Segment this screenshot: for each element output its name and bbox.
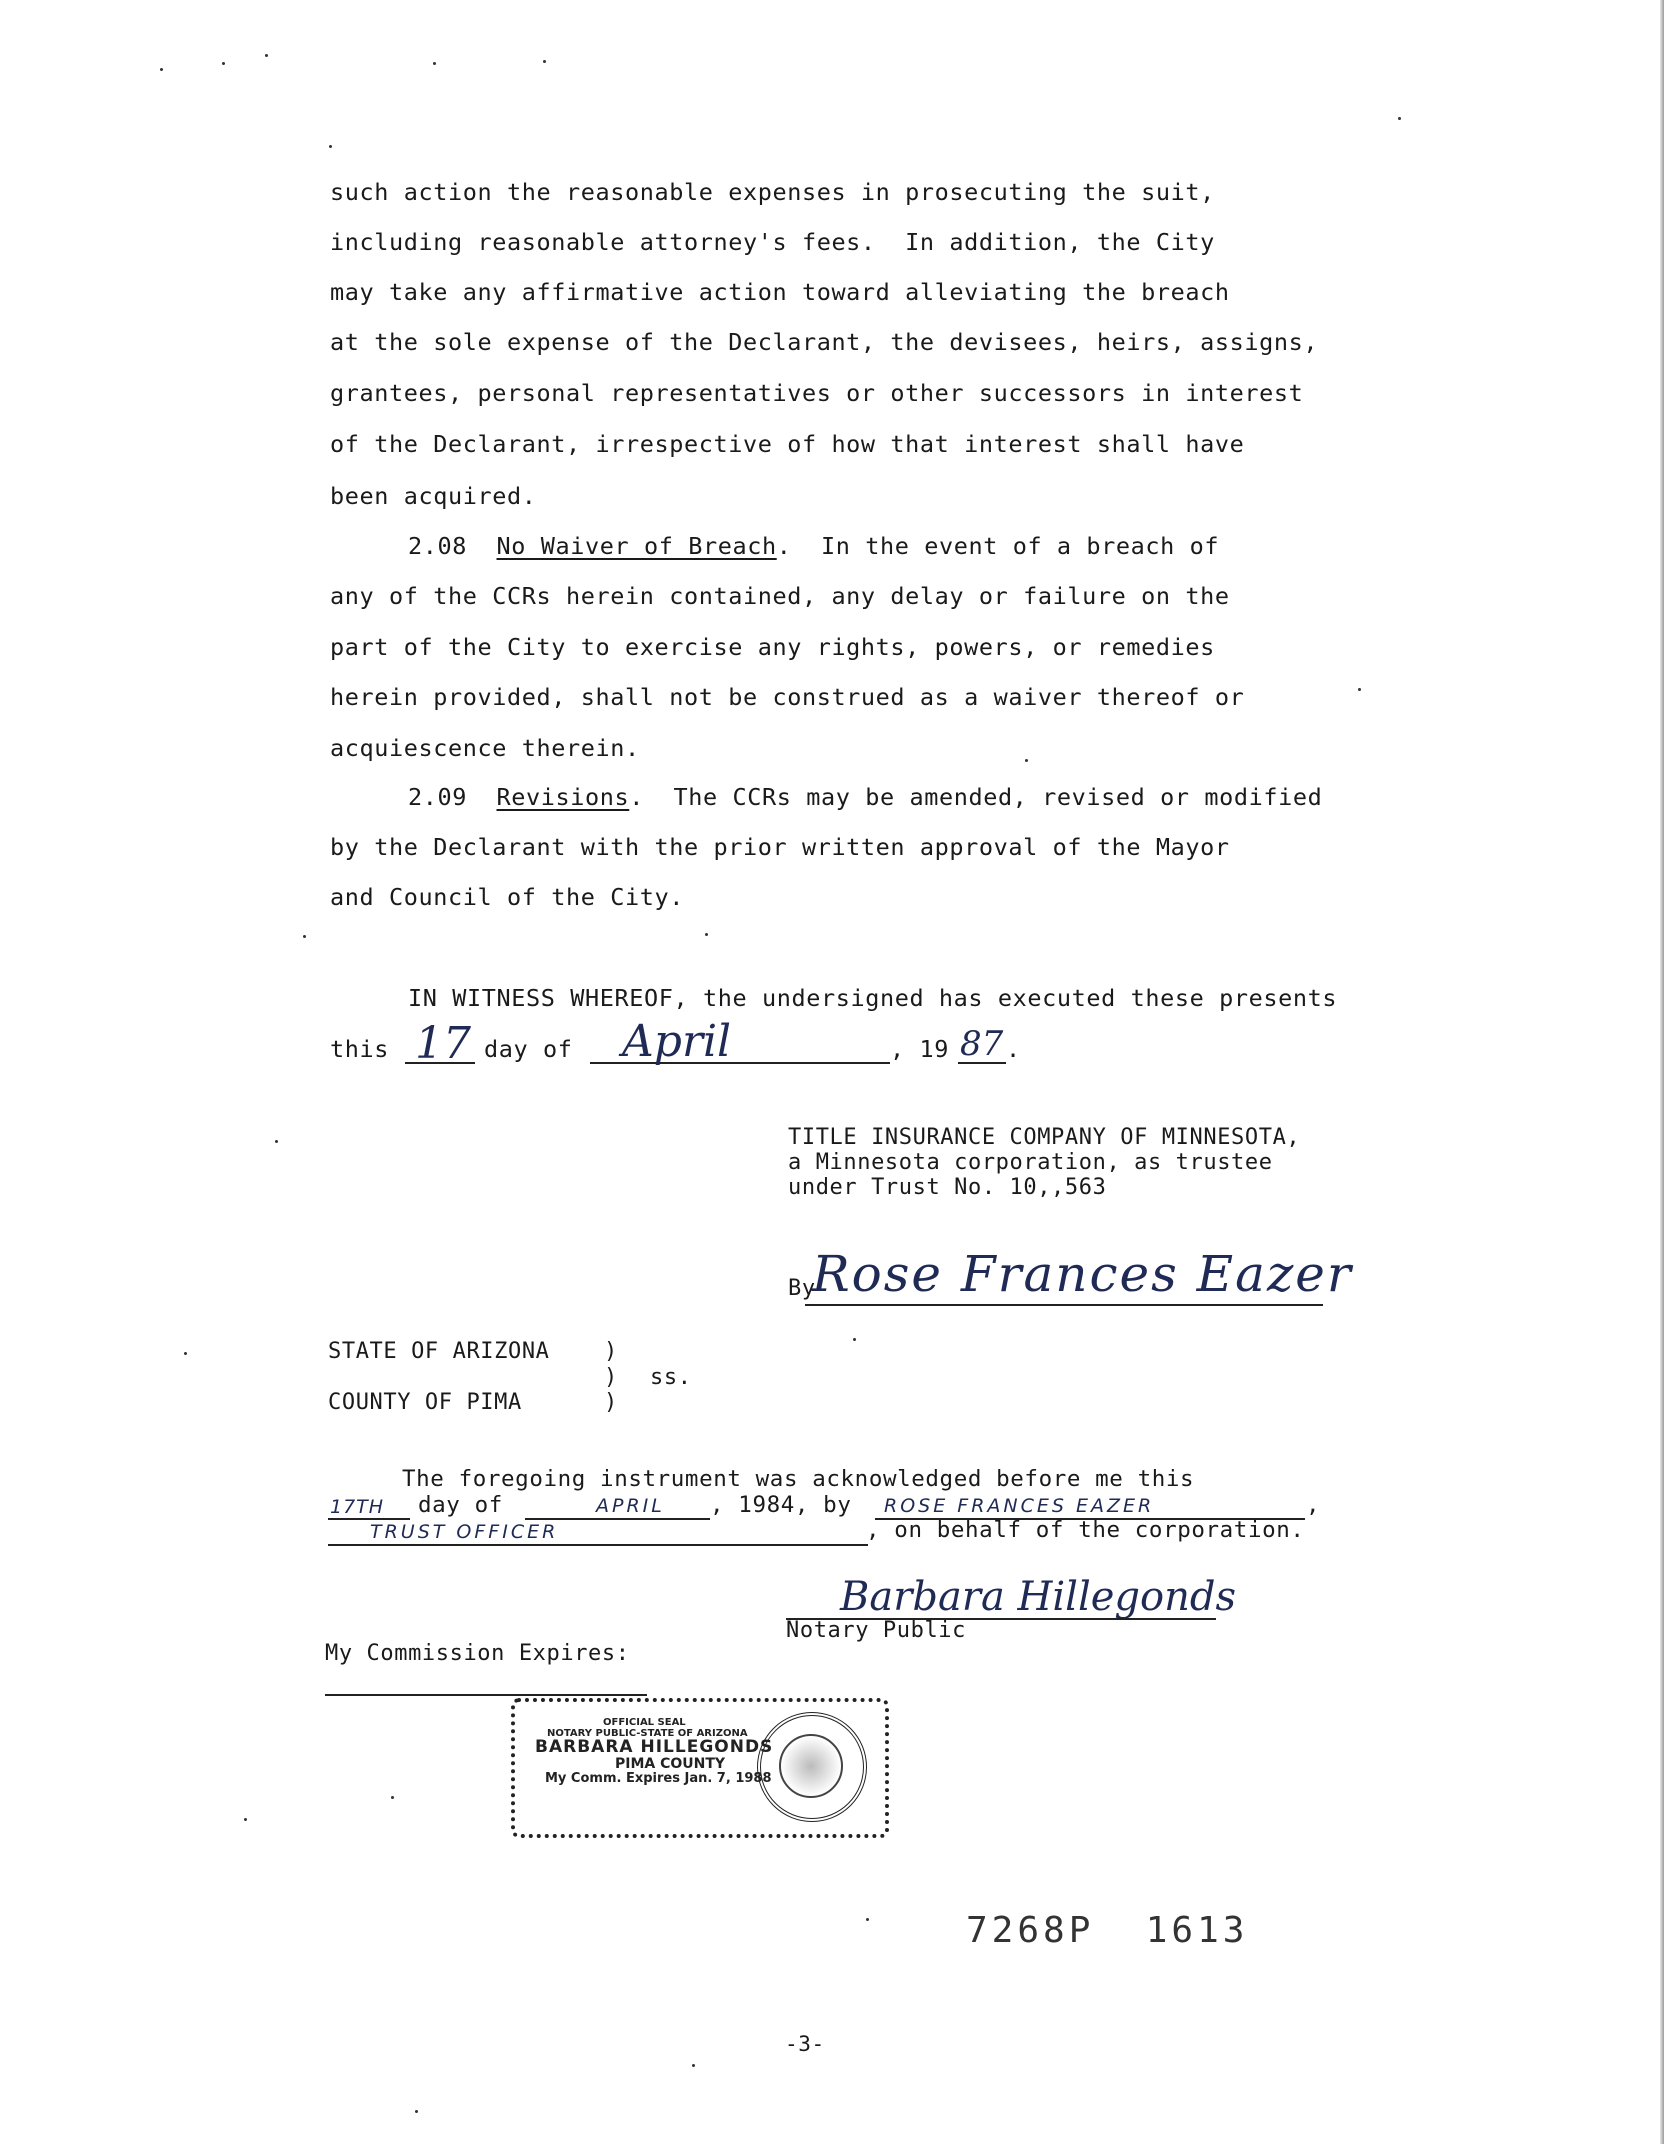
scan-speck: [415, 2110, 418, 2113]
section-line-text: . The CCRs may be amended, revised or modified: [629, 783, 1323, 811]
venue-paren: ): [604, 1365, 618, 1390]
body-line: part of the City to exercise any rights, powers, or remedies: [330, 633, 1215, 661]
section-line-text: . In the event of a breach of: [776, 532, 1220, 560]
ack-day-handwritten: 17TH: [330, 1496, 385, 1518]
body-line: by the Declarant with the prior written approval of the Mayor: [330, 833, 1230, 861]
commission-blank-line: [325, 1694, 647, 1696]
seal-name: BARBARA HILLEGONDS: [535, 1737, 774, 1757]
body-line: including reasonable attorney's fees. In addition, the City: [330, 228, 1215, 256]
section-number: 2.08: [408, 532, 467, 560]
scan-speck: [543, 60, 546, 63]
witness-day-of: day of: [484, 1035, 573, 1063]
acknowledgment-line: The foregoing instrument was acknowledged before me this: [402, 1466, 1195, 1492]
seal-line: PIMA COUNTY: [615, 1755, 726, 1772]
body-line: grantees, personal representatives or other successors in interest: [330, 379, 1304, 407]
ack-behalf: , on behalf of the corporation.: [866, 1517, 1305, 1543]
scan-speck: [160, 68, 163, 71]
venue-paren: ): [604, 1390, 618, 1415]
section-heading: Revisions: [496, 783, 630, 811]
scan-speck: [866, 1918, 869, 1921]
seal-text-block: [535, 1718, 773, 1785]
scan-speck: [303, 935, 306, 938]
witness-month-handwritten: April: [622, 1016, 732, 1067]
scan-speck: [265, 54, 268, 57]
body-line: any of the CCRs herein contained, any delay or failure on the: [330, 582, 1230, 610]
witness-this: this: [330, 1035, 389, 1063]
body-line: and Council of the City.: [330, 883, 684, 911]
scan-speck: [244, 1818, 247, 1821]
signatory-corporation: a Minnesota corporation, as trustee: [788, 1150, 1273, 1175]
seal-line: My Comm. Expires Jan. 7, 1988: [545, 1770, 772, 1786]
venue-state: STATE OF ARIZONA: [328, 1339, 550, 1364]
notary-signature: Barbara Hillegonds: [840, 1574, 1237, 1620]
page-number: -3-: [785, 2032, 825, 2056]
venue-ss: ss.: [650, 1365, 692, 1390]
ack-year: , 1984, by: [710, 1492, 852, 1518]
ack-name-handwritten: ROSE FRANCES EAZER: [884, 1495, 1155, 1517]
body-line: such action the reasonable expenses in prosecuting the suit,: [330, 178, 1215, 206]
body-line: acquiescence therein.: [330, 734, 640, 762]
signatory-trust: under Trust No. 10,,563: [788, 1175, 1107, 1200]
scan-speck: [275, 1140, 278, 1143]
body-line: of the Declarant, irrespective of how that interest shall have: [330, 430, 1245, 458]
scan-speck: [1025, 759, 1028, 762]
ack-title-blank: [328, 1544, 868, 1546]
seal-line: OFFICIAL SEAL: [603, 1717, 686, 1728]
body-line: herein provided, shall not be construed as a waiver thereof or: [330, 683, 1245, 711]
scan-speck: [1358, 688, 1361, 691]
body-line: been acquired.: [330, 482, 537, 510]
body-line: at the sole expense of the Declarant, the devisees, heirs, assigns,: [330, 328, 1319, 356]
ack-day-blank: [328, 1518, 410, 1520]
section-208-first-line: [408, 532, 1220, 560]
scan-speck: [433, 62, 436, 65]
scan-speck: [222, 62, 225, 65]
witness-day-handwritten: 17: [415, 1018, 471, 1069]
seal-emblem-inner: [779, 1734, 843, 1798]
scan-speck: [692, 2064, 695, 2067]
section-209-first-line: [408, 783, 1323, 811]
witness-year-prefix: , 19: [890, 1035, 949, 1063]
section-heading: No Waiver of Breach: [496, 532, 777, 560]
commission-label: My Commission Expires:: [325, 1641, 630, 1666]
by-label: By: [788, 1276, 816, 1301]
notary-label: Notary Public: [786, 1618, 966, 1643]
ack-month-blank: [525, 1518, 710, 1520]
state-seal-emblem: [757, 1712, 867, 1822]
body-line: may take any affirmative action toward alleviating the breach: [330, 278, 1230, 306]
witness-line: IN WITNESS WHEREOF, the undersigned has executed these presents: [408, 984, 1338, 1012]
scan-speck: [705, 933, 708, 936]
recording-number: 7268P 1613: [966, 1910, 1249, 1951]
ack-comma: ,: [1306, 1492, 1321, 1518]
signature-line: [805, 1304, 1323, 1306]
ack-day-of: day of: [418, 1492, 503, 1518]
scan-speck: [329, 145, 332, 148]
notary-seal-stamp: [511, 1698, 889, 1838]
ack-month-handwritten: APRIL: [596, 1495, 665, 1517]
scan-speck: [1398, 117, 1401, 120]
witness-year-handwritten: 87: [960, 1024, 1004, 1064]
seal-line: NOTARY PUBLIC-STATE OF ARIZONA: [547, 1727, 748, 1739]
scan-speck: [853, 1338, 856, 1341]
scan-speck: [184, 1352, 187, 1355]
signatory-company: TITLE INSURANCE COMPANY OF MINNESOTA,: [788, 1125, 1301, 1150]
scan-speck: [391, 1796, 394, 1799]
trustee-signature: Rose Frances Eazer: [812, 1245, 1353, 1303]
scan-edge: [1660, 0, 1664, 2144]
ack-title-handwritten: TRUST OFFICER: [370, 1521, 559, 1543]
venue-county: COUNTY OF PIMA: [328, 1390, 522, 1415]
venue-paren: ): [604, 1339, 618, 1364]
witness-year-suffix: .: [1006, 1035, 1021, 1063]
section-number: 2.09: [408, 783, 467, 811]
